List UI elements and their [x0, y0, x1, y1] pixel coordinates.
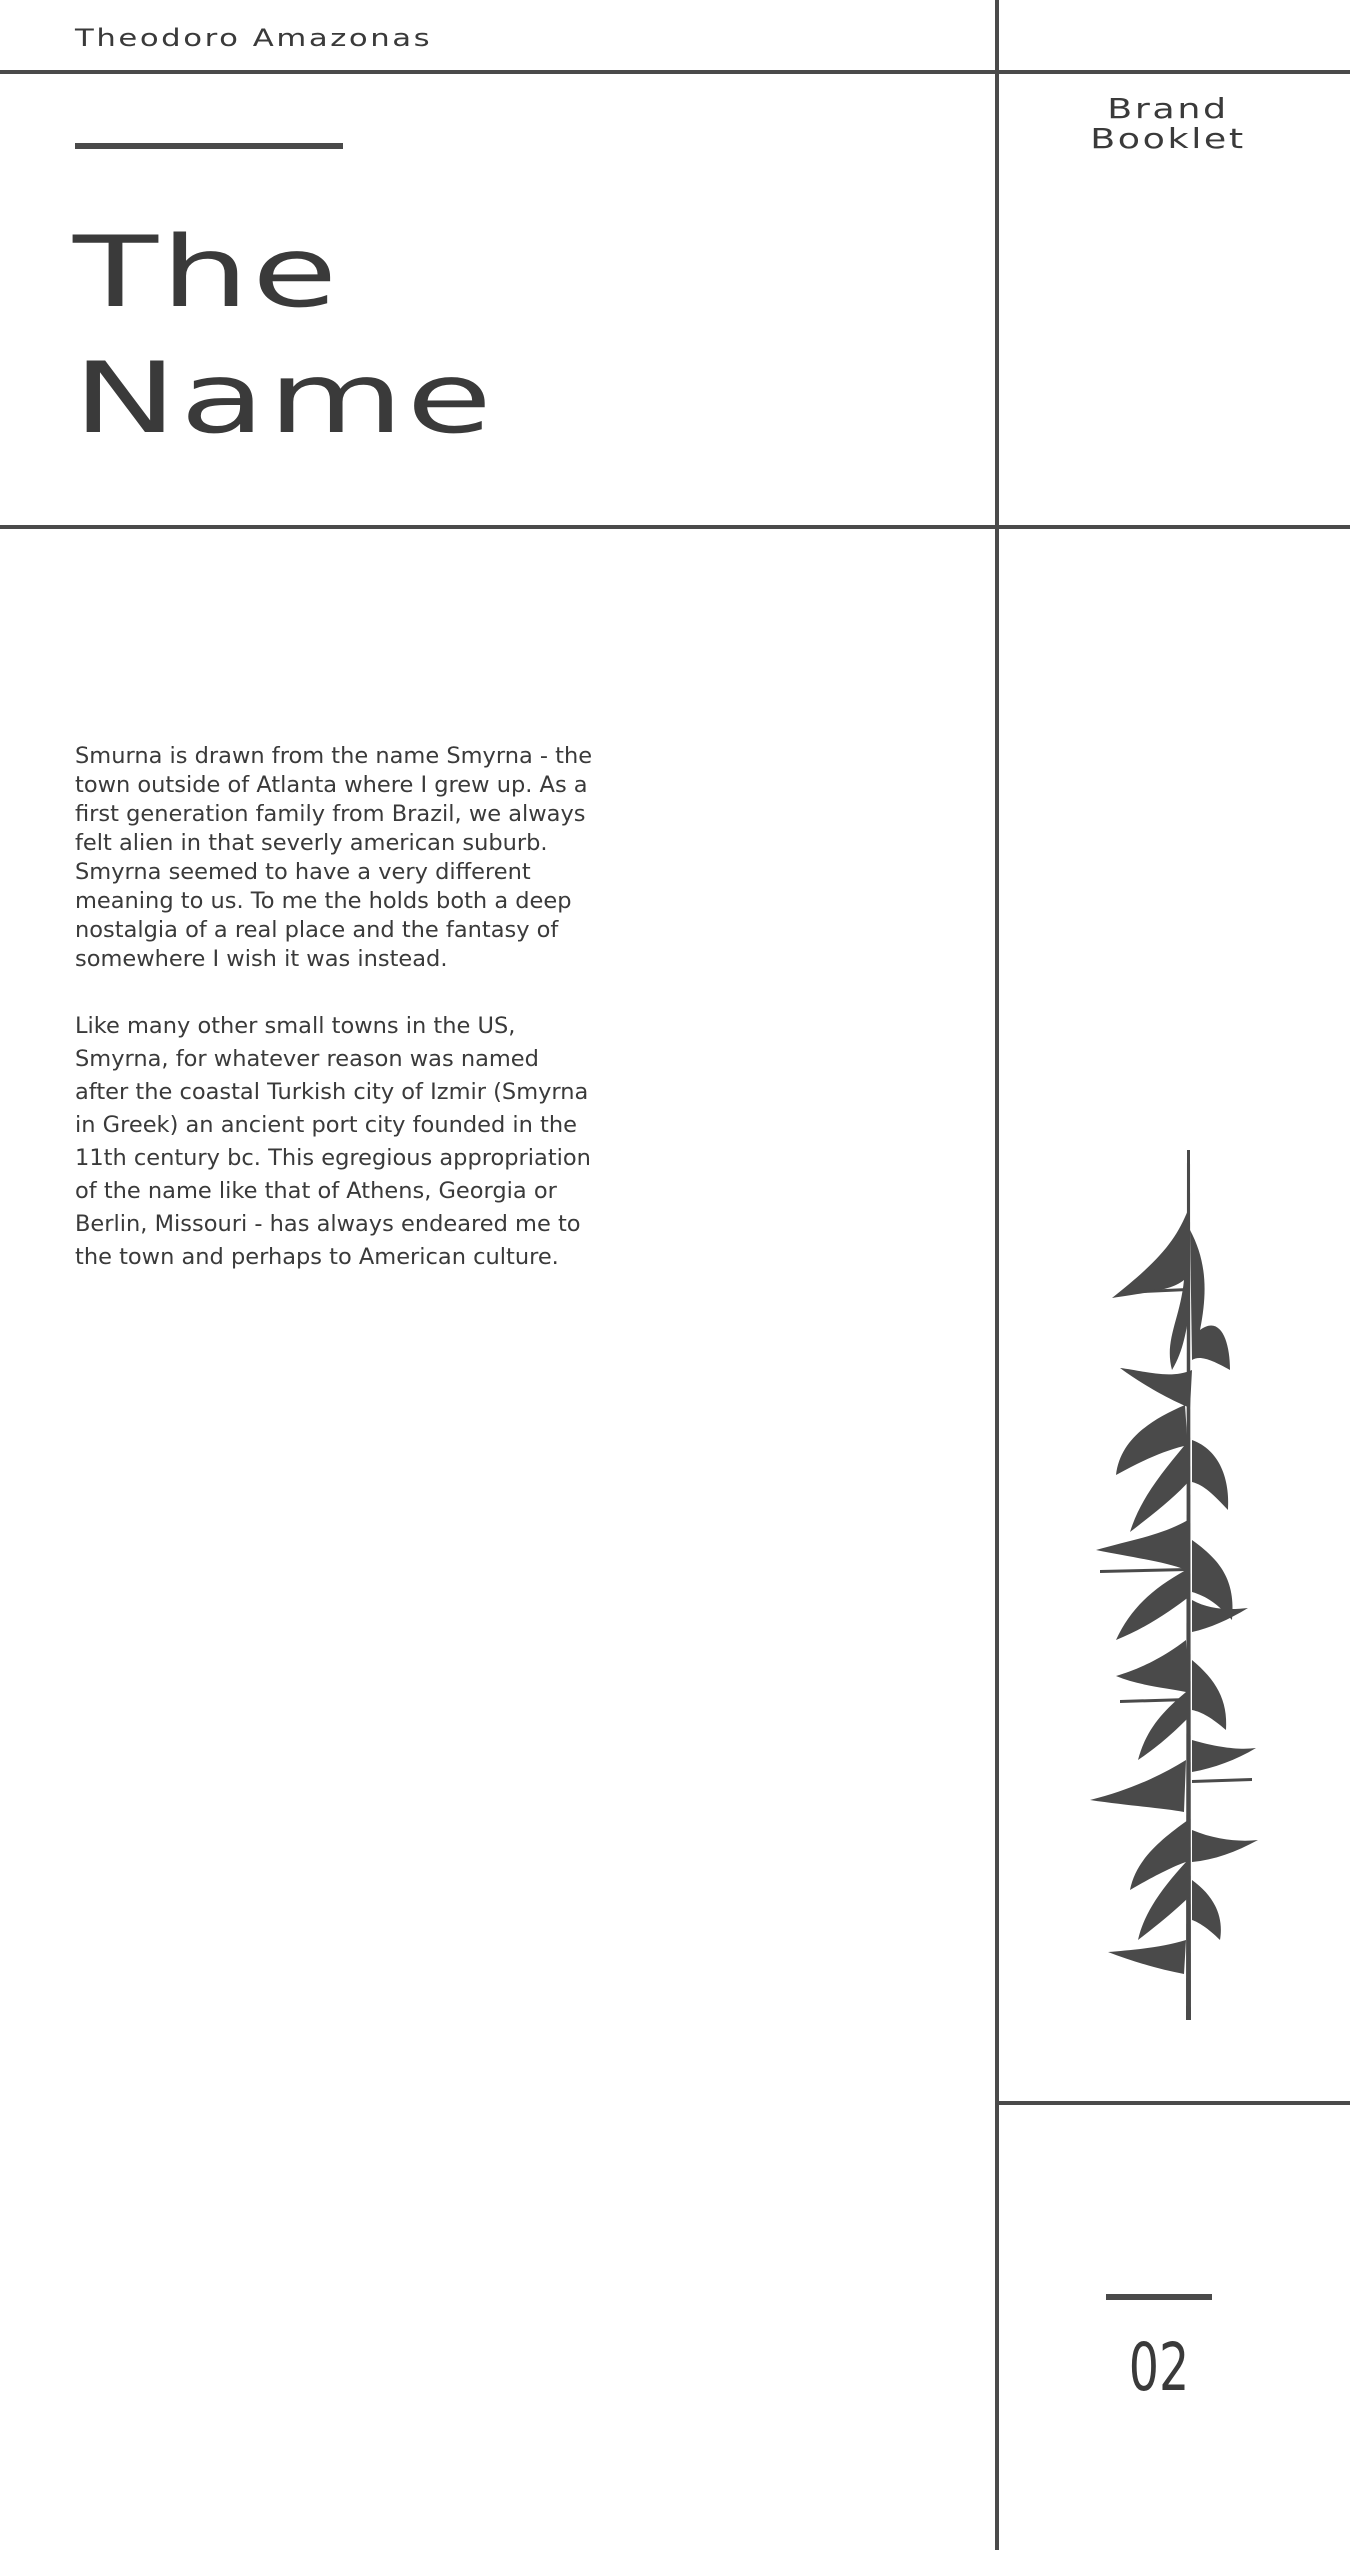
paragraph-line: meaning to us. To me the holds both a deep [75, 888, 572, 914]
page-title-line2: Name [73, 342, 495, 456]
paragraph-line: in Greek) an ancient port city founded in the [75, 1112, 577, 1138]
column-divider [995, 0, 999, 2550]
header-divider [0, 70, 1350, 74]
paragraph-line: Smyrna, for whatever reason was named [75, 1046, 539, 1072]
paragraph-line: Smyrna seemed to have a very different [75, 859, 531, 885]
paragraph-line: Like many other small towns in the US, [75, 1013, 516, 1039]
paragraph-line: nostalgia of a real place and the fantasy of [75, 917, 559, 943]
paragraph-line: felt alien in that severly american suburb. [75, 830, 548, 856]
booklet-title-line2: Booklet [1090, 122, 1246, 155]
page-title-line1: The [73, 216, 341, 330]
sidebar-footer-divider [997, 2101, 1350, 2105]
paragraph-line: town outside of Atlanta where I grew up. As a [75, 772, 588, 798]
paragraph-origin [75, 742, 695, 974]
paragraph-line: of the name like that of Athens, Georgia or [75, 1178, 557, 1204]
page-number [1106, 2328, 1212, 2408]
heading-accent-bar [75, 143, 343, 149]
paragraph-line: 11th century bc. This egregious appropriation [75, 1145, 591, 1171]
smurna-logo-icon [1080, 1140, 1260, 2034]
page-number-bar [1106, 2294, 1212, 2300]
paragraph-line: Berlin, Missouri - has always endeared me to [75, 1211, 581, 1237]
page-title [73, 210, 495, 462]
paragraph-history [75, 1010, 695, 1274]
title-divider [0, 525, 1350, 529]
booklet-title-line1: Brand [1107, 92, 1229, 125]
paragraph-line: somewhere I wish it was instead. [75, 946, 448, 972]
paragraph-line: the town and perhaps to American culture. [75, 1244, 559, 1270]
paragraph-line: after the coastal Turkish city of Izmir (Smyrna [75, 1079, 589, 1105]
booklet-title [1002, 94, 1334, 154]
paragraph-line: Smurna is drawn from the name Smyrna - the [75, 743, 593, 769]
paragraph-line: first generation family from Brazil, we always [75, 801, 586, 827]
page-number-value: 02 [1128, 2329, 1190, 2406]
author-name: Theodoro Amazonas [75, 24, 433, 52]
